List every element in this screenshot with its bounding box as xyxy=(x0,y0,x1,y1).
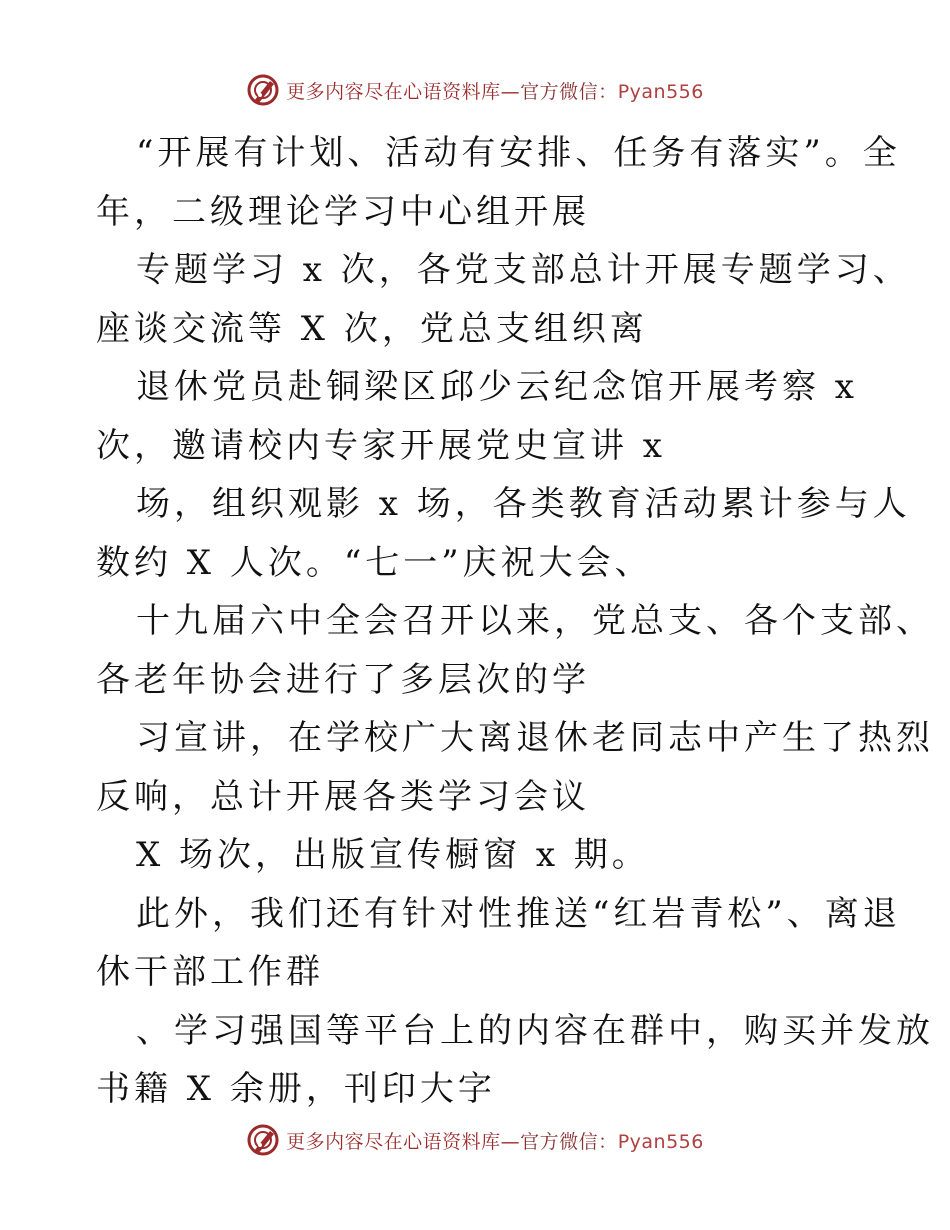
pen-on-disc-icon xyxy=(246,73,280,107)
paragraph-line: 专题学习 x 次，各党支部总计开展专题学习、 xyxy=(136,250,911,290)
paragraph-line: 各老年协会进行了多层次的学 xyxy=(96,659,590,700)
header-wechat-label: 官方微信： xyxy=(520,80,618,103)
paragraph-line: 反响，总计开展各类学习会议 xyxy=(96,776,590,817)
header-brand: 更多内容尽在心语资料库 xyxy=(286,80,501,103)
footer-text xyxy=(286,1127,704,1154)
header-separator: — xyxy=(500,80,521,103)
header-wechat-id: Pyan556 xyxy=(617,80,704,103)
pen-on-disc-icon xyxy=(246,1123,280,1157)
paragraph-line: 、学习强国等平台上的内容在群中，购买并发放 xyxy=(136,1010,934,1051)
paragraph-line: 退休党员赴铜梁区邱少云纪念馆开展考察 x xyxy=(136,367,858,407)
paragraph-line: 休干部工作群 xyxy=(96,952,324,992)
paragraph-line: 座谈交流等 X 次，党总支组织离 xyxy=(96,308,648,349)
footer-separator: — xyxy=(500,1130,521,1153)
footer-watermark xyxy=(0,1120,950,1160)
footer-brand: 更多内容尽在心语资料库 xyxy=(286,1130,501,1153)
paragraph-line: 十九届六中全会召开以来，党总支、各个支部、 xyxy=(136,601,934,641)
header-watermark xyxy=(0,70,950,110)
paragraph-line: 书籍 X 余册，刊印大字 xyxy=(96,1069,496,1109)
paragraph-line: 次，邀请校内专家开展党史宣讲 x xyxy=(96,425,666,466)
paragraph-line: 场，组织观影 x 场，各类教育活动累计参与人 xyxy=(136,484,911,524)
footer-wechat-label: 官方微信： xyxy=(520,1130,618,1153)
paragraph-line: 年，二级理论学习中心组开展 xyxy=(96,191,590,232)
document-body xyxy=(96,124,934,1119)
header-text xyxy=(286,77,704,104)
paragraph-line: X 场次，出版宣传橱窗 x 期。 xyxy=(136,835,650,875)
paragraph-line: 此外，我们还有针对性推送“红岩青松”、离退 xyxy=(136,893,901,934)
paragraph-line: 数约 X 人次。“七一”庆祝大会、 xyxy=(96,542,653,583)
paragraph-line: “开展有计划、活动有安排、任务有落实”。全 xyxy=(136,133,901,173)
paragraph-line: 习宣讲，在学校广大离退休老同志中产生了热烈 xyxy=(136,718,934,758)
footer-wechat-id: Pyan556 xyxy=(617,1130,704,1153)
